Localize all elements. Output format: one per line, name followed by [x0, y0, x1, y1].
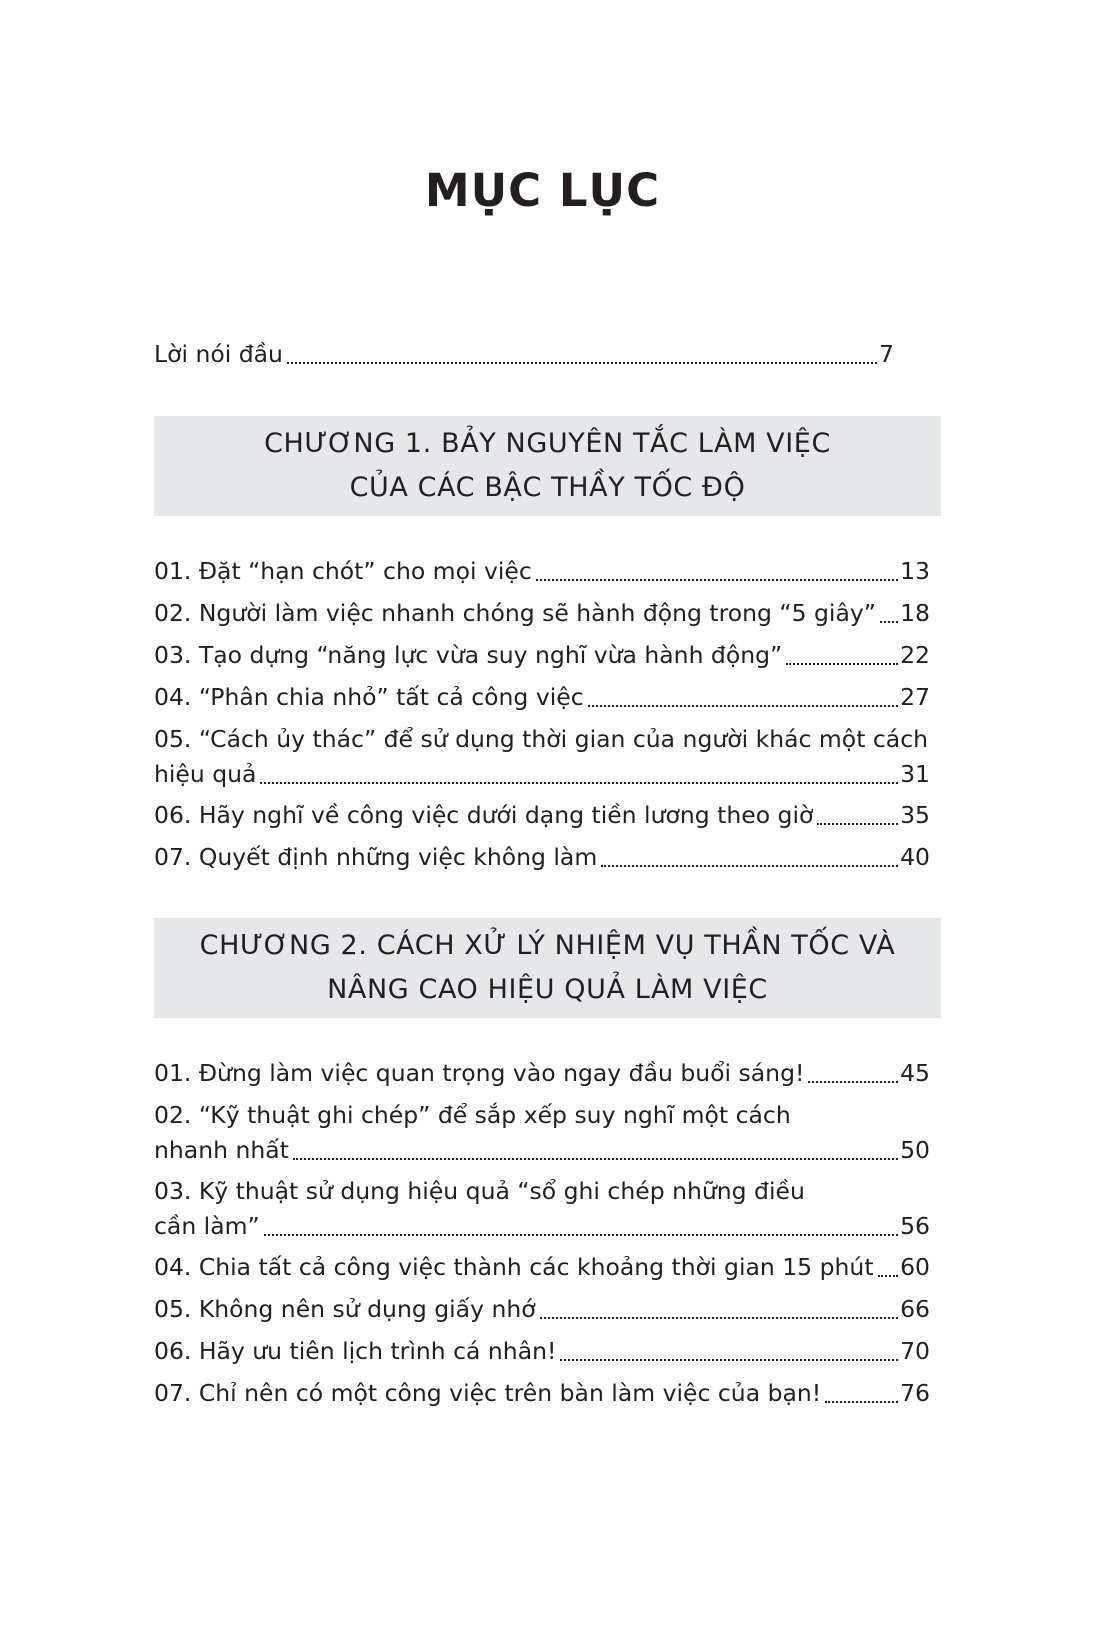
toc-entry[interactable] [154, 1250, 930, 1285]
toc-page-number: 18 [900, 599, 930, 627]
toc-page-number: 76 [900, 1379, 930, 1407]
toc-entry-text: 07. Quyết định những việc không làm [154, 843, 598, 871]
toc-entry-text: nhanh nhất [154, 1136, 289, 1164]
toc-entry[interactable] [154, 680, 930, 715]
toc-entry-text: 03. Tạo dựng “năng lực vừa suy nghĩ vừa hành động” [154, 641, 783, 669]
toc-entry-preface[interactable] [154, 337, 894, 372]
toc-page-number: 66 [900, 1295, 930, 1323]
chapter-heading-line: CỦA CÁC BẬC THẦY TỐC ĐỘ [349, 472, 746, 503]
toc-entry[interactable] [154, 1056, 930, 1091]
chapter-1-heading [154, 416, 941, 516]
dot-leader [588, 704, 898, 707]
toc-entry[interactable] [154, 840, 930, 875]
toc-page-number: 45 [900, 1059, 930, 1087]
toc-entry-text: Lời nói đầu [154, 340, 283, 368]
toc-entry[interactable] [154, 1376, 930, 1411]
dot-leader [878, 1274, 899, 1277]
toc-entry[interactable] [154, 1334, 930, 1369]
toc-entry-text: 05. Không nên sử dụng giấy nhớ [154, 1295, 536, 1323]
toc-entry-text: 07. Chỉ nên có một công việc trên bàn làm việc của bạn! [154, 1379, 822, 1407]
toc-entry[interactable] [154, 722, 930, 792]
toc-page-number: 27 [900, 683, 930, 711]
dot-leader [786, 662, 898, 665]
toc-page-number: 56 [900, 1212, 930, 1240]
dot-leader [560, 1358, 898, 1361]
chapter-2-heading [154, 918, 941, 1018]
dot-leader [601, 864, 898, 867]
toc-entry[interactable] [154, 1098, 930, 1168]
toc-entry-text: 04. “Phân chia nhỏ” tất cả công việc [154, 683, 584, 711]
toc-page-number: 31 [900, 760, 930, 788]
toc-page-number: 22 [900, 641, 930, 669]
toc-page-number: 7 [879, 340, 894, 368]
toc-entry-text: 02. “Kỹ thuật ghi chép” để sắp xếp suy nghĩ một cách [154, 1101, 791, 1129]
dot-leader [260, 781, 898, 784]
dot-leader [293, 1157, 898, 1160]
dot-leader [808, 1080, 898, 1083]
toc-page-number: 70 [900, 1337, 930, 1365]
dot-leader [825, 1400, 898, 1403]
toc-entry-text: hiệu quả [154, 760, 257, 788]
toc-entry[interactable] [154, 1292, 930, 1327]
chapter-heading-line: CHƯƠNG 2. CÁCH XỬ LÝ NHIỆM VỤ THẦN TỐC VÀ [199, 930, 896, 961]
toc-entry-text: 03. Kỹ thuật sử dụng hiệu quả “sổ ghi chép những điều [154, 1177, 805, 1205]
toc-entry-text: 01. Đặt “hạn chót” cho mọi việc [154, 557, 532, 585]
dot-leader [287, 361, 877, 364]
toc-entry[interactable] [154, 638, 930, 673]
toc-page-number: 60 [900, 1253, 930, 1281]
toc-entry-text: 04. Chia tất cả công việc thành các khoảng thời gian 15 phút [154, 1253, 874, 1281]
dot-leader [880, 620, 898, 623]
toc-entry-text: 05. “Cách ủy thác” để sử dụng thời gian của người khác một cách [154, 725, 929, 753]
toc-entry[interactable] [154, 1174, 930, 1244]
page-title: MỤC LỤC [424, 164, 661, 217]
toc-page-number: 40 [900, 843, 930, 871]
chapter-heading-line: NÂNG CAO HIỆU QUẢ LÀM VIỆC [327, 974, 768, 1005]
toc-entry-text: cần làm” [154, 1212, 260, 1240]
dot-leader [817, 822, 898, 825]
dot-leader [264, 1233, 898, 1236]
chapter-heading-line: CHƯƠNG 1. BẢY NGUYÊN TẮC LÀM VIỆC [264, 428, 831, 459]
toc-page-number: 13 [900, 557, 930, 585]
toc-entry[interactable] [154, 596, 930, 631]
toc-entry-text: 06. Hãy ưu tiên lịch trình cá nhân! [154, 1337, 557, 1365]
toc-page-number: 50 [900, 1136, 930, 1164]
toc-entry-text: 02. Người làm việc nhanh chóng sẽ hành động trong “5 giây” [154, 599, 876, 627]
toc-entry-text: 01. Đừng làm việc quan trọng vào ngay đầu buổi sáng! [154, 1059, 805, 1087]
toc-page-number: 35 [900, 801, 930, 829]
dot-leader [540, 1316, 898, 1319]
dot-leader [536, 578, 898, 581]
toc-entry[interactable] [154, 798, 930, 833]
toc-entry-text: 06. Hãy nghĩ về công việc dưới dạng tiền lương theo giờ [154, 801, 814, 829]
toc-entry[interactable] [154, 554, 930, 589]
